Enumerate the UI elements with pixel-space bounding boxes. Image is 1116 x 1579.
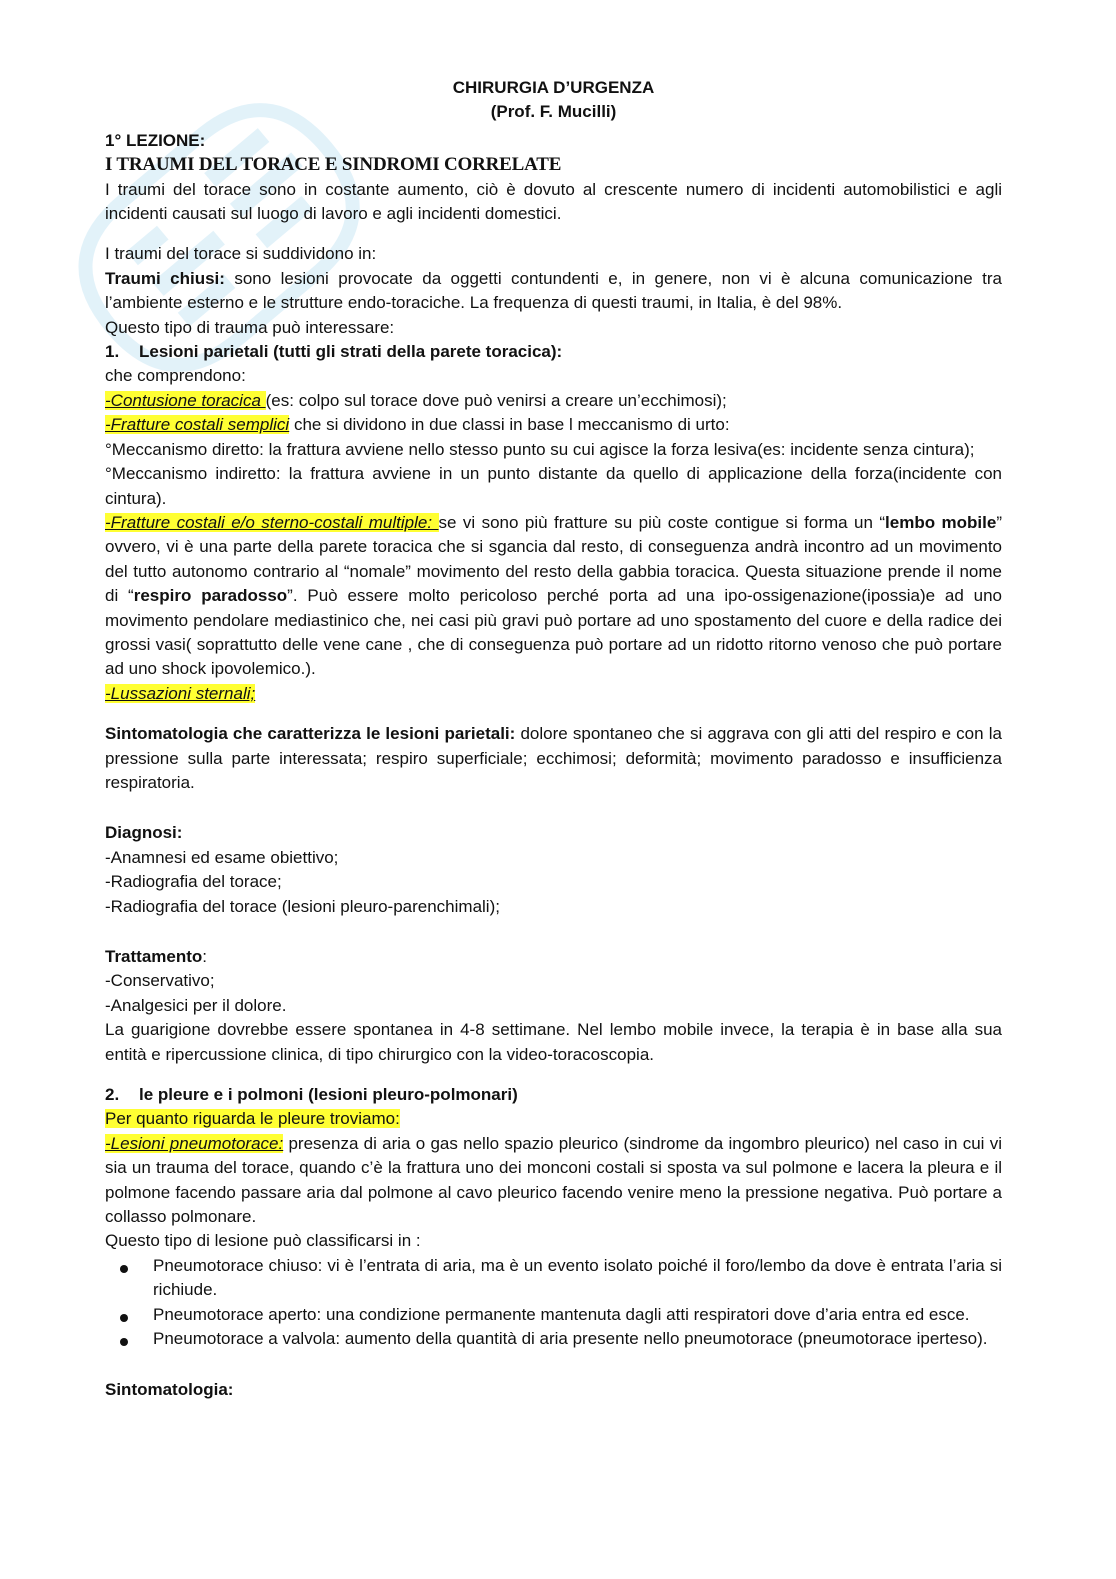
intro-paragraph: I traumi del torace sono in costante aumento, ciò è dovuto al crescente numero di incidenti automobilistici e agli incidenti causati sul luogo di lavoro e agli incidenti domestici.: [105, 179, 1002, 224]
multiple-fractures-label: -Fratture costali e/o sterno-costali multiple:: [105, 512, 439, 532]
bullet-icon: [105, 1254, 153, 1303]
indirect-mechanism: °Meccanismo indiretto: la frattura avviene in un punto distante da quello di applicazione della forza(incidente con cintura).: [105, 464, 1002, 508]
may-affect-line: Questo tipo di trauma può interessare:: [105, 317, 395, 337]
item-2-label: le pleure e i polmoni (lesioni pleuro-polmonari): [139, 1085, 518, 1105]
list-item-text: Pneumotorace chiuso: vi è l’entrata di aria, ma è un evento isolato poiché il foro/lembo da dove è entrata l’aria si richiude.: [153, 1255, 1002, 1300]
includes-line: che comprendono:: [105, 366, 246, 386]
diagnosis-item: -Anamnesi ed esame obiettivo;: [105, 847, 339, 867]
document-body: [105, 76, 1002, 1402]
multiple-text-2: ” ovvero, vi è una parte della parete toracica che si sgancia dal resto, di conseguenza andrà incontro ad un movimento del tutto autonomo contrario al “nomale” movimento del resto della gabbia toracica. Questa situazione prende il nome di “: [105, 512, 1002, 606]
subdivide-line: I traumi del torace si suddividono in:: [105, 244, 377, 264]
symptoms-paragraph: [105, 722, 1002, 795]
healing-paragraph: La guarigione dovrebbe essere spontanea in 4-8 settimane. Nel lembo mobile invece, la terapia è in base alla sua entità e ripercussione clinica, di tipo chirurgico con la video-toracoscopia.: [105, 1020, 1002, 1064]
multiple-fractures-paragraph: [105, 511, 1002, 682]
list-item: [105, 1303, 1002, 1327]
fractures-label: -Fratture costali semplici: [105, 415, 290, 435]
symptoms-text: dolore spontaneo che si aggrava con gli atti del respiro e con la pressione sulla parte interessata; respiro superficiale; ecchimosi; deformità; movimento paradosso e insufficienza respiratoria.: [105, 724, 1002, 792]
closed-trauma-label: Traumi chiusi:: [105, 268, 225, 288]
symptomatology-label: Sintomatologia:: [105, 1379, 234, 1399]
contusion-text: (es: colpo sul torace dove può venirsi a creare un’ecchimosi);: [265, 390, 727, 410]
doc-subtitle: (Prof. F. Mucilli): [490, 102, 617, 122]
diagnosis-item: -Radiografia del torace (lesioni pleuro-parenchimali);: [105, 896, 500, 916]
treatment-item: -Conservativo;: [105, 971, 215, 991]
symptoms-label: Sintomatologia che caratterizza le lesioni parietali:: [105, 724, 516, 744]
pneumothorax-label: -Lesioni pneumotorace:: [105, 1133, 284, 1153]
fractures-line: [105, 413, 1002, 437]
list-item: [105, 1254, 1002, 1303]
item-1: [105, 340, 1002, 364]
pneumothorax-types-list: [105, 1254, 1002, 1352]
contusion-label: -Contusione toracica: [105, 390, 266, 410]
treatment-item: -Analgesici per il dolore.: [105, 995, 287, 1015]
section-heading: I TRAUMI DEL TORACE E SINDROMI CORRELATE: [105, 154, 562, 176]
multiple-text-3: ”. Può essere molto pericoloso perché porta ad una ipo-ossigenazione(ipossia)e ad uno movimento pendolare mediastinico che, nei casi più gravi può portare ad uno spostamento del cuore e della radice dei grossi vasi( soprattutto delle vene cane , che di conseguenza può portare ad un ridotto ritorno venoso che può portare ad uno shock ipovolemico.).: [105, 586, 1002, 679]
pleura-intro-line: [105, 1107, 1002, 1131]
pneumothorax-paragraph: [105, 1132, 1002, 1230]
lesson-label: 1° LEZIONE:: [105, 130, 206, 150]
lembo-mobile-term: lembo mobile: [885, 512, 997, 532]
treatment-label: Trattamento: [105, 947, 203, 966]
classify-line: Questo tipo di lesione può classificarsi in :: [105, 1231, 421, 1251]
item-2: [105, 1083, 1002, 1107]
treatment-heading: [105, 945, 1002, 969]
pneumothorax-text: presenza di aria o gas nello spazio pleurico (sindrome da ingombro pleurico) nel caso in cui vi sia un trauma del torace, quando c’è la frattura uno dei monconi costali si sposta va sul polmone e lacera la pleura e il polmone facendo passare aria dal polmone al cavo pleurico facendo venire meno la pressione negativa. Può portare a collasso polmonare.: [105, 1133, 1002, 1227]
bullet-icon: [105, 1303, 153, 1327]
direct-mechanism: °Meccanismo diretto: la frattura avviene nello stesso punto su cui agisce la forza lesiva(es: incidente senza cintura);: [105, 439, 975, 459]
doc-title: CHIRURGIA D’URGENZA: [452, 78, 655, 97]
item-1-label: Lesioni parietali (tutti gli strati della parete toracica):: [139, 342, 563, 362]
bullet-icon: [105, 1327, 153, 1351]
list-item-text: Pneumotorace a valvola: aumento della quantità di aria presente nello pneumotorace (pneumotorace iperteso).: [153, 1329, 988, 1349]
list-item-text: Pneumotorace aperto: una condizione permanente mantenuta dagli atti respiratori dove d’aria entra ed esce.: [153, 1304, 970, 1324]
closed-trauma-paragraph: [105, 267, 1002, 316]
item-2-number: 2.: [105, 1085, 120, 1105]
diagnosis-item: -Radiografia del torace;: [105, 872, 282, 892]
closed-trauma-text: sono lesioni provocate da oggetti contundenti e, in genere, non vi è alcuna comunicazione tra l’ambiente esterno e le strutture endo-toraciche. La frequenza di questi traumi, in Italia, è del 98%.: [105, 268, 1002, 313]
fractures-text: che si dividono in due classi in base l meccanismo di urto:: [289, 415, 730, 435]
multiple-text-1: se vi sono più fratture su più coste contigue si forma un “: [438, 512, 886, 532]
list-item: [105, 1327, 1002, 1351]
luxation-label: -Lussazioni sternali;: [105, 683, 256, 703]
respiro-paradosso-term: respiro paradosso: [133, 586, 288, 606]
luxation-line: [105, 682, 1002, 706]
item-1-number: 1.: [105, 342, 120, 362]
pleura-intro: Per quanto riguarda le pleure troviamo:: [105, 1109, 400, 1129]
diagnosis-label: Diagnosi:: [105, 823, 183, 843]
contusion-line: [105, 389, 1002, 413]
treatment-colon: :: [202, 947, 208, 966]
